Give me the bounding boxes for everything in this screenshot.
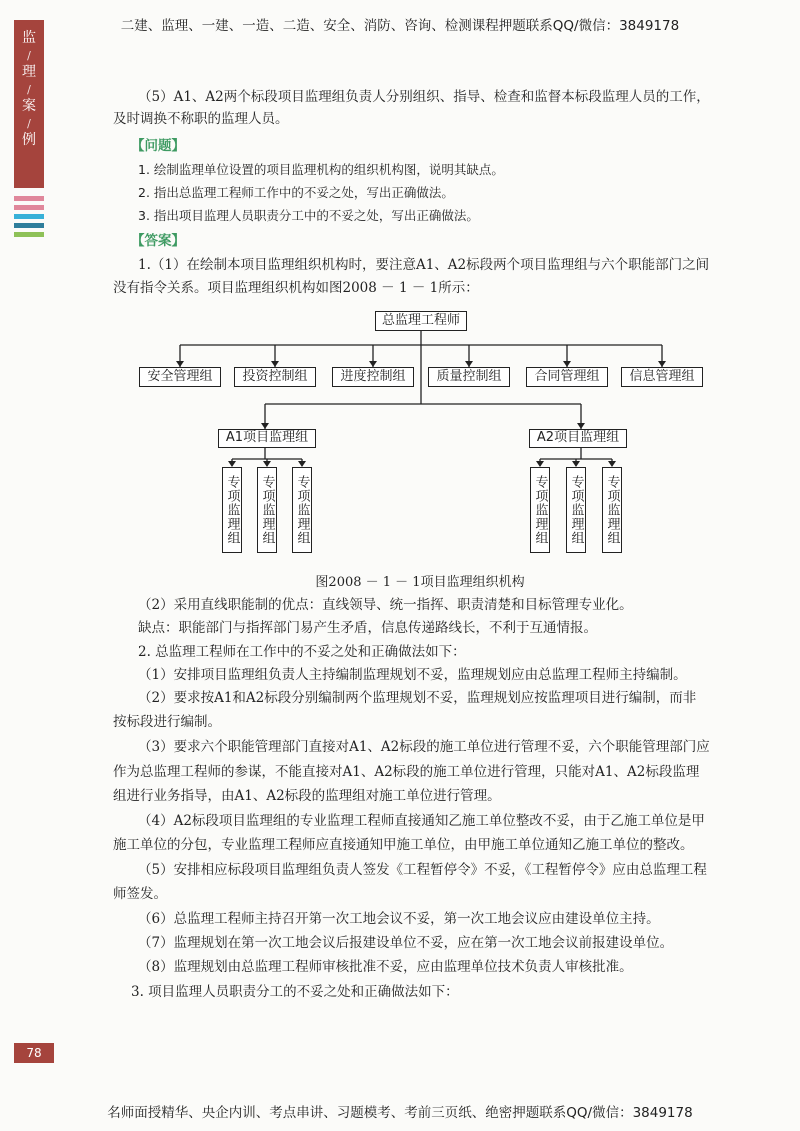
page-footer: 名师面授精华、央企内训、考点串讲、习题模考、考前三页纸、绝密押题联系QQ/微信：3849178	[107, 1105, 693, 1121]
org-node-department: 进度控制组	[332, 367, 414, 387]
stripe-green	[14, 232, 44, 237]
stripe-blue	[14, 214, 44, 219]
paragraph-line: 组进行业务指导，由A1、A2标段的监理组对施工单位进行管理。	[113, 788, 501, 804]
question-item: 3. 指出项目监理人员职责分工中的不妥之处，写出正确做法。	[138, 208, 479, 223]
paragraph-line: 作为总监理工程师的参谋，不能直接对A1、A2标段的施工单位进行管理，只能对A1、A2标段监理	[113, 764, 700, 780]
side-tab-sep: /	[27, 83, 31, 96]
page-header: 二建、监理、一建、一造、二造、安全、消防、咨询、检测课程押题联系QQ/微信：3849178	[120, 18, 680, 34]
question-item: 2. 指出总监理工程师工作中的不妥之处，写出正确做法。	[138, 185, 454, 200]
side-tab-char: 监	[22, 30, 36, 46]
paragraph-line: 1.（1）在绘制本项目监理组织机构时，要注意A1、A2标段两个项目监理组与六个职能部门之间	[138, 257, 710, 273]
stripe-pink	[14, 205, 44, 210]
paragraph-line: 及时调换不称职的监理人员。	[113, 111, 289, 127]
org-node-department: 投资控制组	[234, 367, 316, 387]
paragraph-line: （2）采用直线职能制的优点：直线领导、统一指挥、职责清楚和目标管理专业化。	[138, 597, 633, 613]
chapter-side-tab	[14, 20, 44, 188]
org-node-specialist: 专项监理组	[222, 467, 242, 553]
paragraph-line: （7）监理规划在第一次工地会议后报建设单位不妥，应在第一次工地会议前报建设单位。	[138, 935, 674, 951]
answers-heading: 【答案】	[131, 233, 185, 249]
org-node-specialist: 专项监理组	[566, 467, 586, 553]
org-node-department: 信息管理组	[621, 367, 703, 387]
paragraph-line: （5）A1、A2两个标段项目监理组负责人分别组织、指导、检查和监督本标段监理人员的工作，	[138, 89, 710, 105]
paragraph-line: 缺点：职能部门与指挥部门易产生矛盾，信息传递路线长，不利于互通情报。	[138, 620, 597, 636]
page-number: 78	[14, 1043, 54, 1063]
org-node-department: 安全管理组	[139, 367, 221, 387]
paragraph-line: （5）安排相应标段项目监理组负责人签发《工程暂停令》不妥，《工程暂停令》应由总监理工程	[138, 862, 707, 878]
paragraph-line: 2. 总监理工程师在工作中的不妥之处和正确做法如下：	[138, 644, 466, 660]
paragraph-line: （8）监理规划由总监理工程师审核批准不妥，应由监理单位技术负责人审核批准。	[138, 959, 633, 975]
paragraph-line: （1）安排项目监理组负责人主持编制监理规划不妥，监理规划应由总监理工程师主持编制。	[138, 667, 687, 683]
org-node-specialist: 专项监理组	[530, 467, 550, 553]
paragraph-line: （3）要求六个职能管理部门直接对A1、A2标段的施工单位进行管理不妥，六个职能管理部门应	[138, 739, 710, 755]
decorative-stripes	[14, 196, 44, 241]
paragraph-line: （2）要求按A1和A2标段分别编制两个监理规划不妥，监理规划应按监理项目进行编制，而非	[138, 690, 697, 706]
paragraph-line: 师签发。	[113, 886, 167, 902]
side-tab-char: 案	[22, 98, 36, 114]
org-node-specialist: 专项监理组	[257, 467, 277, 553]
paragraph-line: 没有指令关系。项目监理组织机构如图2008 － 1 － 1所示：	[113, 280, 479, 296]
side-tab-sep: /	[27, 49, 31, 62]
org-node-specialist: 专项监理组	[292, 467, 312, 553]
paragraph-line: （4）A2标段项目监理组的专业监理工程师直接通知乙施工单位整改不妥，由于乙施工单位是甲	[138, 813, 705, 829]
side-tab-sep: /	[27, 117, 31, 130]
paragraph-line: 3. 项目监理人员职责分工的不妥之处和正确做法如下：	[131, 984, 459, 1000]
paragraph-line: 施工单位的分包，专业监理工程师应直接通知甲施工单位，由甲施工单位通知乙施工单位的整改。	[113, 837, 694, 853]
org-node-department: 质量控制组	[428, 367, 510, 387]
org-node-group-a1: A1项目监理组	[218, 429, 316, 448]
org-node-group-a2: A2项目监理组	[529, 429, 627, 448]
stripe-teal	[14, 223, 44, 228]
stripe-pink	[14, 196, 44, 201]
paragraph-line: 按标段进行编制。	[113, 714, 221, 730]
side-tab-char: 例	[22, 132, 36, 148]
questions-heading: 【问题】	[131, 138, 185, 154]
question-item: 1. 绘制监理单位设置的项目监理机构的组织机构图，说明其缺点。	[138, 162, 504, 177]
org-node-chief: 总监理工程师	[375, 311, 467, 331]
paragraph-line: （6）总监理工程师主持召开第一次工地会议不妥，第一次工地会议应由建设单位主持。	[138, 911, 660, 927]
org-node-department: 合同管理组	[526, 367, 608, 387]
side-tab-char: 理	[22, 64, 36, 80]
figure-caption: 图2008 － 1 － 1项目监理组织机构	[315, 575, 525, 590]
org-node-specialist: 专项监理组	[602, 467, 622, 553]
